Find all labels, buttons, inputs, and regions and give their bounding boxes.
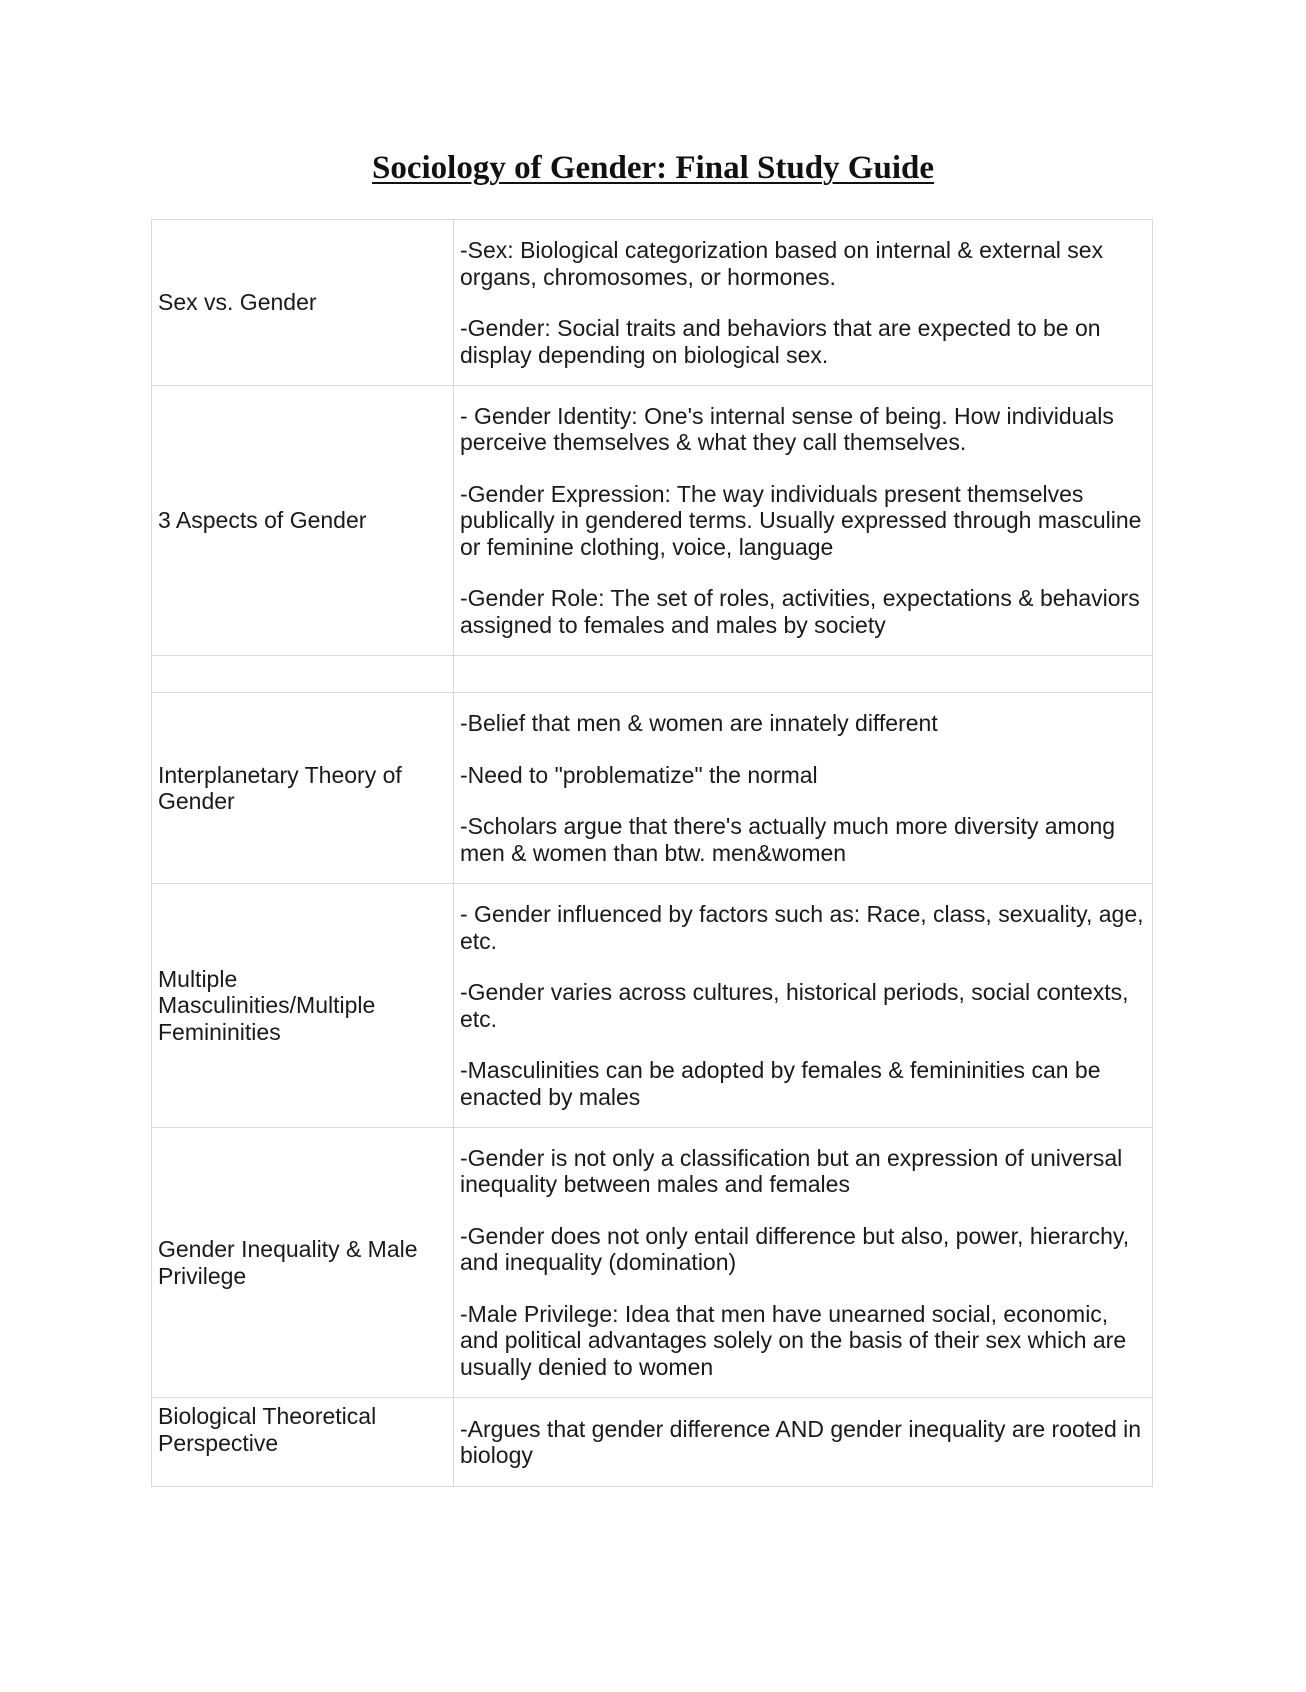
page-title: Sociology of Gender: Final Study Guide [372, 150, 934, 186]
table-row [152, 884, 1153, 1128]
definition-text: -Gender: Social traits and behaviors that are expected to be on display depending on biological sex. [460, 315, 1101, 368]
definition-text: -Argues that gender difference AND gender inequality are rooted in biology [460, 1415, 1142, 1468]
table-row [152, 386, 1153, 656]
term-cell [152, 656, 454, 693]
term-cell: 3 Aspects of Gender [152, 386, 454, 656]
definition-text: -Belief that men & women are innately different [460, 710, 938, 736]
definition-text: - Gender influenced by factors such as: Race, class, sexuality, age, etc. [460, 901, 1144, 954]
definition-text: -Masculinities can be adopted by females & femininities can be enacted by males [460, 1057, 1101, 1110]
definition-cell [454, 1128, 1153, 1398]
definition-cell [454, 693, 1153, 884]
definition-cell [454, 386, 1153, 656]
definition-text: -Male Privilege: Idea that men have unearned social, economic, and political advantages solely on the basis of their sex which are usually denied to women [460, 1300, 1127, 1380]
term-cell: Sex vs. Gender [152, 220, 454, 386]
term-cell: Biological Theoretical Perspective [152, 1398, 454, 1487]
definition-cell [454, 220, 1153, 386]
definition-cell [454, 1398, 1153, 1487]
definition-text: - Gender Identity: One's internal sense of being. How individuals perceive themselves & what they call themselves. [460, 402, 1114, 456]
table-row [152, 220, 1153, 386]
table-row [152, 1398, 1153, 1487]
definition-text: -Gender is not only a classification but an expression of universal inequality between males and females [460, 1144, 1123, 1198]
definition-text: -Gender Role: The set of roles, activities, expectations & behaviors assigned to females and males by society [460, 585, 1140, 638]
definition-text: -Gender does not only entail difference but also, power, hierarchy, and inequality (domination) [460, 1222, 1130, 1276]
table-row [152, 1128, 1153, 1398]
table-row [152, 693, 1153, 884]
term-cell: Interplanetary Theory of Gender [152, 693, 454, 884]
definition-text: -Scholars argue that there's actually much more diversity among men & women than btw. men&women [460, 813, 1116, 866]
table-row [152, 656, 1153, 693]
term-cell: Gender Inequality & Male Privilege [152, 1128, 454, 1398]
definition-text: -Gender Expression: The way individuals present themselves publically in gendered terms. Usually expressed through masculine or feminine clothing, voice, language [460, 480, 1142, 560]
definition-cell [454, 656, 1153, 693]
definition-text: -Sex: Biological categorization based on internal & external sex organs, chromosomes, or hormones. [460, 237, 1104, 290]
study-guide-table [151, 219, 1153, 1487]
term-cell: Multiple Masculinities/Multiple Femininities [152, 884, 454, 1128]
definition-text: -Gender varies across cultures, historical periods, social contexts, etc. [460, 979, 1129, 1032]
definition-text: -Need to "problematize" the normal [460, 761, 818, 788]
definition-cell [454, 884, 1153, 1128]
